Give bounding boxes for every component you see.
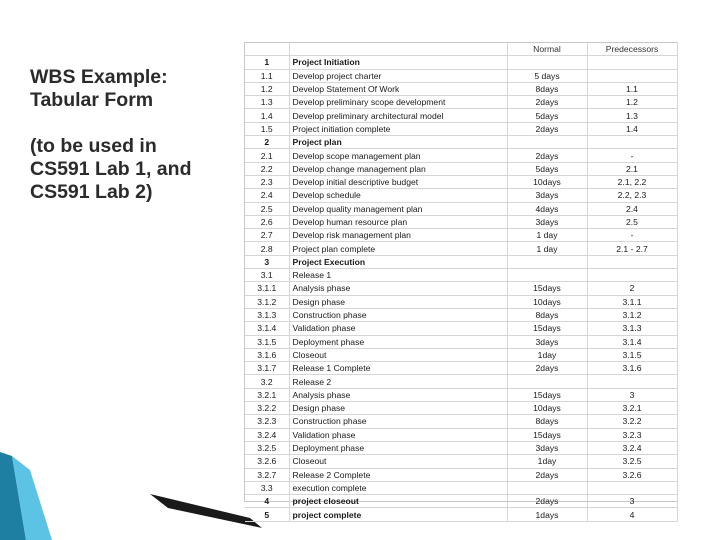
table-row xyxy=(245,455,677,468)
table-row xyxy=(245,388,677,401)
duration-cell: 2days xyxy=(507,362,587,375)
left-accent-band-light xyxy=(12,456,52,540)
duration-cell: 3days xyxy=(507,441,587,454)
wbs-id-cell: 2.6 xyxy=(245,215,289,228)
wbs-id-cell: 2.5 xyxy=(245,202,289,215)
wbs-id-cell: 2.1 xyxy=(245,149,289,162)
task-name-cell: Develop initial descriptive budget xyxy=(289,175,507,188)
table-row xyxy=(245,481,677,494)
predecessors-cell xyxy=(587,69,677,82)
table-row xyxy=(245,495,677,508)
task-name-cell: Closeout xyxy=(289,455,507,468)
duration-cell: 15days xyxy=(507,282,587,295)
table-row xyxy=(245,96,677,109)
predecessors-cell: 2.4 xyxy=(587,202,677,215)
predecessors-cell: 3.2.5 xyxy=(587,455,677,468)
table-row xyxy=(245,441,677,454)
table-row xyxy=(245,255,677,268)
duration-cell: 2days xyxy=(507,96,587,109)
predecessors-cell: 3 xyxy=(587,495,677,508)
table-row xyxy=(245,415,677,428)
duration-cell: 15days xyxy=(507,428,587,441)
duration-cell xyxy=(507,481,587,494)
duration-cell: 8days xyxy=(507,82,587,95)
title-line-3: (to be used in xyxy=(30,135,157,157)
task-name-cell: project closeout xyxy=(289,495,507,508)
duration-cell: 2days xyxy=(507,468,587,481)
duration-cell: 4days xyxy=(507,202,587,215)
wbs-id-cell: 3.2 xyxy=(245,375,289,388)
duration-cell xyxy=(507,269,587,282)
task-name-cell: Develop quality management plan xyxy=(289,202,507,215)
wbs-id-cell: 3.1 xyxy=(245,269,289,282)
table-row xyxy=(245,242,677,255)
table-row xyxy=(245,215,677,228)
table-row xyxy=(245,162,677,175)
predecessors-cell: 3.1.4 xyxy=(587,335,677,348)
table-row xyxy=(245,69,677,82)
duration-cell: 1 day xyxy=(507,229,587,242)
table-row xyxy=(245,335,677,348)
duration-cell xyxy=(507,255,587,268)
duration-cell: 2days xyxy=(507,149,587,162)
left-accent-band-dark xyxy=(0,452,26,540)
task-name-cell: Design phase xyxy=(289,402,507,415)
duration-cell: 10days xyxy=(507,295,587,308)
wbs-id-cell: 2 xyxy=(245,136,289,149)
task-name-cell: Develop project charter xyxy=(289,69,507,82)
predecessors-cell: - xyxy=(587,149,677,162)
predecessors-cell: 3.2.2 xyxy=(587,415,677,428)
table-row xyxy=(245,56,677,69)
wbs-id-cell: 2.4 xyxy=(245,189,289,202)
title-line-1: WBS Example: xyxy=(30,66,168,88)
wbs-id-cell: 2.8 xyxy=(245,242,289,255)
title-spacer xyxy=(30,112,235,135)
duration-cell xyxy=(507,136,587,149)
table-row xyxy=(245,175,677,188)
wbs-id-cell: 3.1.4 xyxy=(245,322,289,335)
table-row xyxy=(245,189,677,202)
header-normal: Normal xyxy=(507,43,587,56)
slide-title xyxy=(30,66,235,204)
table-row xyxy=(245,122,677,135)
task-name-cell: execution complete xyxy=(289,481,507,494)
wbs-id-cell: 3.1.6 xyxy=(245,348,289,361)
table-header-row xyxy=(245,43,677,56)
duration-cell: 2days xyxy=(507,122,587,135)
task-name-cell: Validation phase xyxy=(289,322,507,335)
task-name-cell: Analysis phase xyxy=(289,282,507,295)
task-name-cell: Release 2 Complete xyxy=(289,468,507,481)
header-id xyxy=(245,43,289,56)
predecessors-cell xyxy=(587,255,677,268)
task-name-cell: Develop change management plan xyxy=(289,162,507,175)
duration-cell: 1day xyxy=(507,455,587,468)
table-row xyxy=(245,202,677,215)
table-row xyxy=(245,82,677,95)
wbs-id-cell: 3.2.3 xyxy=(245,415,289,428)
task-name-cell: Develop scope management plan xyxy=(289,149,507,162)
task-name-cell: Project initiation complete xyxy=(289,122,507,135)
wbs-id-cell: 3.1.1 xyxy=(245,282,289,295)
predecessors-cell: - xyxy=(587,229,677,242)
task-name-cell: Project plan xyxy=(289,136,507,149)
predecessors-cell: 2 xyxy=(587,282,677,295)
wbs-id-cell: 5 xyxy=(245,508,289,521)
wbs-table xyxy=(245,43,678,522)
task-name-cell: Analysis phase xyxy=(289,388,507,401)
wbs-id-cell: 3.1.7 xyxy=(245,362,289,375)
duration-cell: 10days xyxy=(507,402,587,415)
predecessors-cell xyxy=(587,269,677,282)
predecessors-cell xyxy=(587,375,677,388)
task-name-cell: Construction phase xyxy=(289,415,507,428)
task-name-cell: Release 2 xyxy=(289,375,507,388)
table-row xyxy=(245,109,677,122)
predecessors-cell: 3.1.2 xyxy=(587,308,677,321)
predecessors-cell xyxy=(587,56,677,69)
table-row xyxy=(245,269,677,282)
task-name-cell: Validation phase xyxy=(289,428,507,441)
wbs-id-cell: 3.2.4 xyxy=(245,428,289,441)
table-row xyxy=(245,362,677,375)
wbs-id-cell: 1.4 xyxy=(245,109,289,122)
task-name-cell: Develop risk management plan xyxy=(289,229,507,242)
wbs-id-cell: 2.7 xyxy=(245,229,289,242)
duration-cell: 15days xyxy=(507,322,587,335)
wbs-id-cell: 1.3 xyxy=(245,96,289,109)
task-name-cell: Release 1 xyxy=(289,269,507,282)
table-row xyxy=(245,468,677,481)
table-row xyxy=(245,295,677,308)
wbs-id-cell: 3.2.6 xyxy=(245,455,289,468)
task-name-cell: Develop preliminary architectural model xyxy=(289,109,507,122)
table-body xyxy=(245,56,677,521)
wbs-id-cell: 3.2.5 xyxy=(245,441,289,454)
duration-cell: 3days xyxy=(507,189,587,202)
task-name-cell: project complete xyxy=(289,508,507,521)
wbs-id-cell: 3.1.2 xyxy=(245,295,289,308)
table-row xyxy=(245,282,677,295)
table-row xyxy=(245,308,677,321)
task-name-cell: Project plan complete xyxy=(289,242,507,255)
header-task xyxy=(289,43,507,56)
duration-cell: 8days xyxy=(507,308,587,321)
wbs-id-cell: 2.3 xyxy=(245,175,289,188)
table-row xyxy=(245,348,677,361)
predecessors-cell: 3.1.1 xyxy=(587,295,677,308)
task-name-cell: Develop schedule xyxy=(289,189,507,202)
duration-cell: 5days xyxy=(507,109,587,122)
duration-cell: 5 days xyxy=(507,69,587,82)
title-line-4: CS591 Lab 1, and xyxy=(30,158,192,180)
duration-cell: 1day xyxy=(507,348,587,361)
table-row xyxy=(245,508,677,521)
task-name-cell: Closeout xyxy=(289,348,507,361)
table-row xyxy=(245,229,677,242)
predecessors-cell: 3.2.6 xyxy=(587,468,677,481)
duration-cell: 3days xyxy=(507,335,587,348)
predecessors-cell: 3.2.1 xyxy=(587,402,677,415)
duration-cell: 1 day xyxy=(507,242,587,255)
table-row xyxy=(245,428,677,441)
wbs-id-cell: 3.1.3 xyxy=(245,308,289,321)
task-name-cell: Design phase xyxy=(289,295,507,308)
duration-cell: 5days xyxy=(507,162,587,175)
duration-cell: 3days xyxy=(507,215,587,228)
predecessors-cell: 3.1.3 xyxy=(587,322,677,335)
predecessors-cell: 3.1.6 xyxy=(587,362,677,375)
duration-cell xyxy=(507,56,587,69)
predecessors-cell: 2.1 - 2.7 xyxy=(587,242,677,255)
task-name-cell: Project Initiation xyxy=(289,56,507,69)
predecessors-cell: 3 xyxy=(587,388,677,401)
table-row xyxy=(245,375,677,388)
predecessors-cell: 1.1 xyxy=(587,82,677,95)
predecessors-cell: 2.1, 2.2 xyxy=(587,175,677,188)
predecessors-cell: 4 xyxy=(587,508,677,521)
duration-cell: 8days xyxy=(507,415,587,428)
table-row xyxy=(245,322,677,335)
task-name-cell: Develop Statement Of Work xyxy=(289,82,507,95)
wbs-id-cell: 3.3 xyxy=(245,481,289,494)
table-row xyxy=(245,136,677,149)
duration-cell: 2days xyxy=(507,495,587,508)
wbs-id-cell: 4 xyxy=(245,495,289,508)
wbs-table-container xyxy=(244,42,678,520)
wbs-id-cell: 1.2 xyxy=(245,82,289,95)
predecessors-cell xyxy=(587,481,677,494)
title-line-5: CS591 Lab 2) xyxy=(30,181,153,203)
duration-cell: 10days xyxy=(507,175,587,188)
duration-cell: 1days xyxy=(507,508,587,521)
wbs-id-cell: 3.2.1 xyxy=(245,388,289,401)
wbs-id-cell: 3 xyxy=(245,255,289,268)
table-row xyxy=(245,402,677,415)
predecessors-cell: 2.5 xyxy=(587,215,677,228)
predecessors-cell xyxy=(587,136,677,149)
wbs-id-cell: 3.2.2 xyxy=(245,402,289,415)
task-name-cell: Deployment phase xyxy=(289,441,507,454)
duration-cell xyxy=(507,375,587,388)
predecessors-cell: 1.2 xyxy=(587,96,677,109)
task-name-cell: Project Execution xyxy=(289,255,507,268)
predecessors-cell: 3.2.4 xyxy=(587,441,677,454)
predecessors-cell: 1.3 xyxy=(587,109,677,122)
predecessors-cell: 1.4 xyxy=(587,122,677,135)
task-name-cell: Develop preliminary scope development xyxy=(289,96,507,109)
predecessors-cell: 2.2, 2.3 xyxy=(587,189,677,202)
wbs-id-cell: 1.5 xyxy=(245,122,289,135)
wbs-id-cell: 3.1.5 xyxy=(245,335,289,348)
predecessors-cell: 2.1 xyxy=(587,162,677,175)
predecessors-cell: 3.1.5 xyxy=(587,348,677,361)
duration-cell: 15days xyxy=(507,388,587,401)
header-predecessors: Predecessors xyxy=(587,43,677,56)
task-name-cell: Deployment phase xyxy=(289,335,507,348)
task-name-cell: Develop human resource plan xyxy=(289,215,507,228)
task-name-cell: Construction phase xyxy=(289,308,507,321)
wbs-id-cell: 2.2 xyxy=(245,162,289,175)
wbs-id-cell: 3.2.7 xyxy=(245,468,289,481)
title-line-2: Tabular Form xyxy=(30,89,154,111)
wbs-id-cell: 1 xyxy=(245,56,289,69)
task-name-cell: Release 1 Complete xyxy=(289,362,507,375)
predecessors-cell: 3.2.3 xyxy=(587,428,677,441)
wbs-id-cell: 1.1 xyxy=(245,69,289,82)
table-row xyxy=(245,149,677,162)
